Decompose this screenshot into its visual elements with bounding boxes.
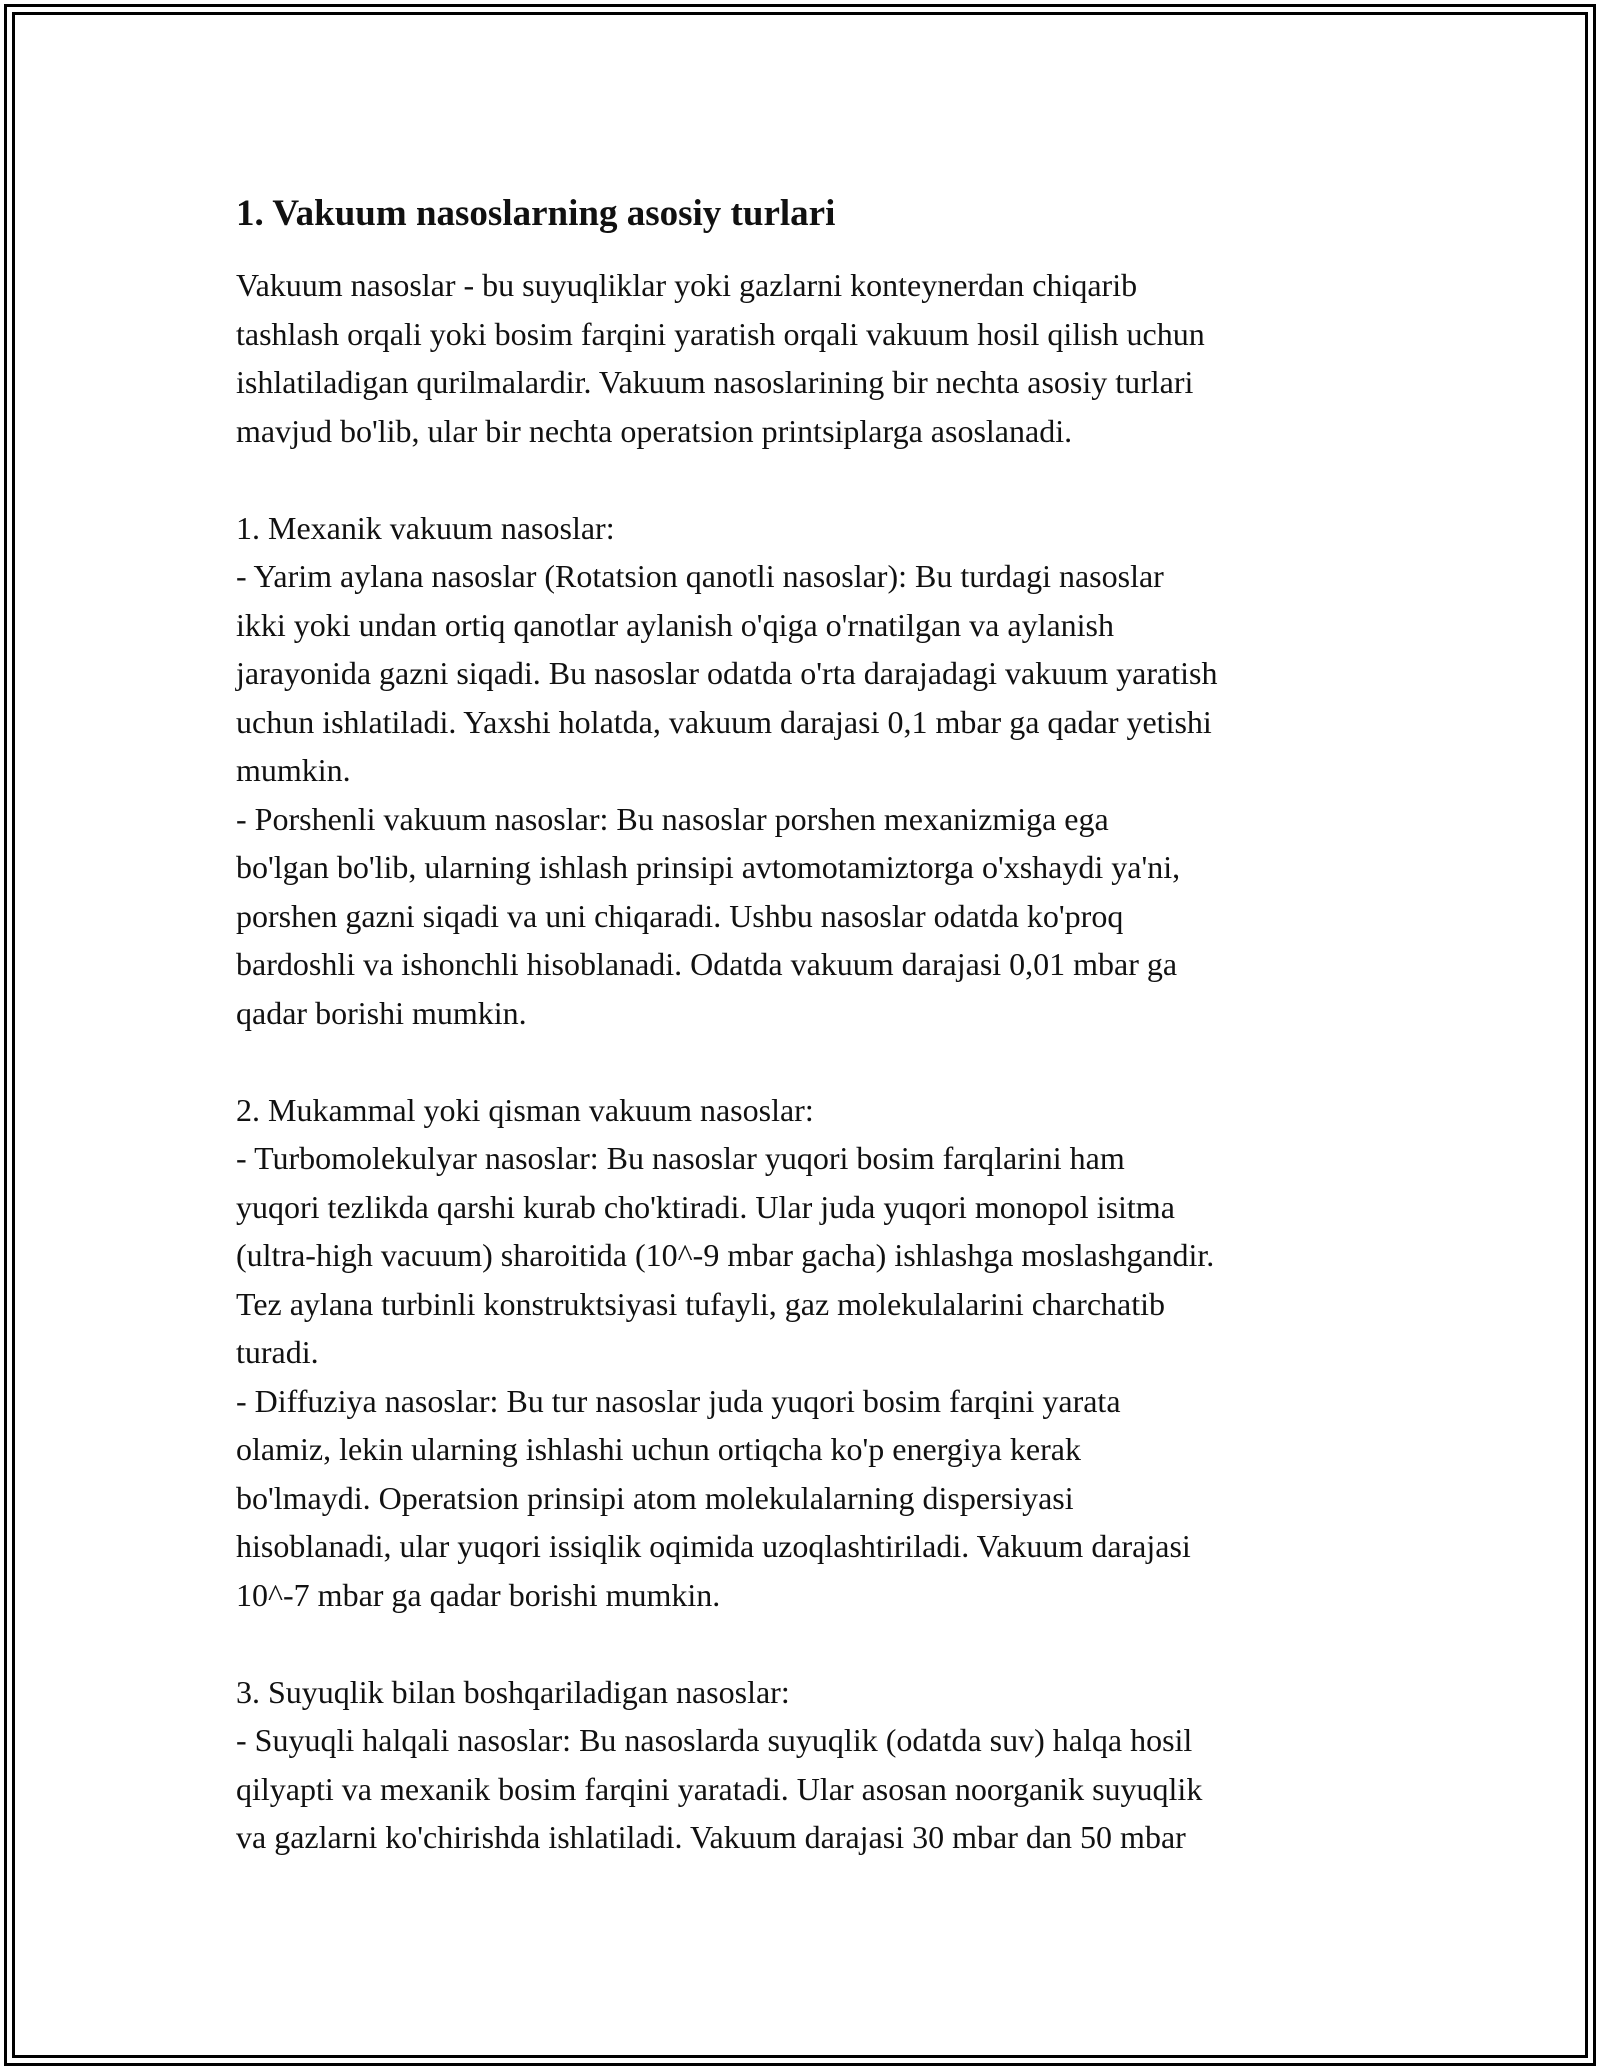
- list-item-piston: - Porshenli vakuum nasoslar: Bu nasoslar porshen mexanizmiga ega bo'lgan bo'lib, ularning ishlash prinsipi avtomotamiztorga o'xshaydi ya'ni, porshen gazni siqadi va uni chiqaradi. Ushbu nasoslar odatda ko'proq bardoshli va ishonchli hisoblanadi. Odatda vakuum darajasi 0,01 mbar ga qadar borishi mumkin.: [236, 800, 1181, 1031]
- spacer: [236, 1037, 1376, 1086]
- spacer: [236, 1619, 1376, 1668]
- list-item-turbomolecular: - Turbomolekulyar nasoslar: Bu nasoslar yuqori bosim farqlarini ham yuqori tezlikda qarshi kurab cho'ktiradi. Ular juda yuqori monopol isitma (ultra-high vacuum) sharoitida (10^-9 mbar gacha) ishlashga moslashgandir. Tez aylana turbinli konstruktsiyasi tufayli, gaz molekulalarini charchatib turadi.: [236, 1140, 1215, 1370]
- intro-paragraph: Vakuum nasoslar - bu suyuqliklar yoki gazlarni konteynerdan chiqarib tashlash orqali yoki bosim farqini yaratish orqali vakuum hosil qilish uchun ishlatiladigan qurilmalardir. Vakuum nasoslarining bir nechta asosiy turlari mavjud bo'lib, ular bir nechta operatsion printsiplarga asoslanadi.: [236, 267, 1205, 449]
- document-body: [236, 186, 1376, 1862]
- section-title-liquid: 3. Suyuqlik bilan boshqariladigan nasoslar:: [236, 1673, 790, 1710]
- spacer: [236, 455, 1376, 504]
- section-title-high-vacuum: 2. Mukammal yoki qisman vakuum nasoslar:: [236, 1091, 814, 1128]
- list-item-rotary-vane: - Yarim aylana nasoslar (Rotatsion qanotli nasoslar): Bu turdagi nasoslar ikki yoki undan ortiq qanotlar aylanish o'qiga o'rnatilgan va aylanish jarayonida gazni siqadi. Bu nasoslar odatda o'rta darajadagi vakuum yaratish uchun ishlatiladi. Yaxshi holatda, vakuum darajasi 0,1 mbar ga qadar yetishi mumkin.: [236, 558, 1218, 788]
- section-title-mechanical: 1. Mexanik vakuum nasoslar:: [236, 509, 615, 546]
- list-item-diffusion: - Diffuziya nasoslar: Bu tur nasoslar juda yuqori bosim farqini yarata olamiz, lekin ularning ishlashi uchun ortiqcha ko'p energiya kerak bo'lmaydi. Operatsion prinsipi atom molekulalarning dispersiyasi hisoblanadi, ular yuqori issiqlik oqimida uzoqlashtiriladi. Vakuum darajasi 10^-7 mbar ga qadar borishi mumkin.: [236, 1382, 1191, 1613]
- list-item-liquid-ring: - Suyuqli halqali nasoslar: Bu nasoslarda suyuqlik (odatda suv) halqa hosil qilyapti va mexanik bosim farqini yaratadi. Ular asosan noorganik suyuqlik va gazlarni ko'chirishda ishlatiladi. Vakuum darajasi 30 mbar dan 50 mbar: [236, 1722, 1203, 1855]
- document-heading: 1. Vakuum nasoslarning asosiy turlari: [236, 193, 836, 234]
